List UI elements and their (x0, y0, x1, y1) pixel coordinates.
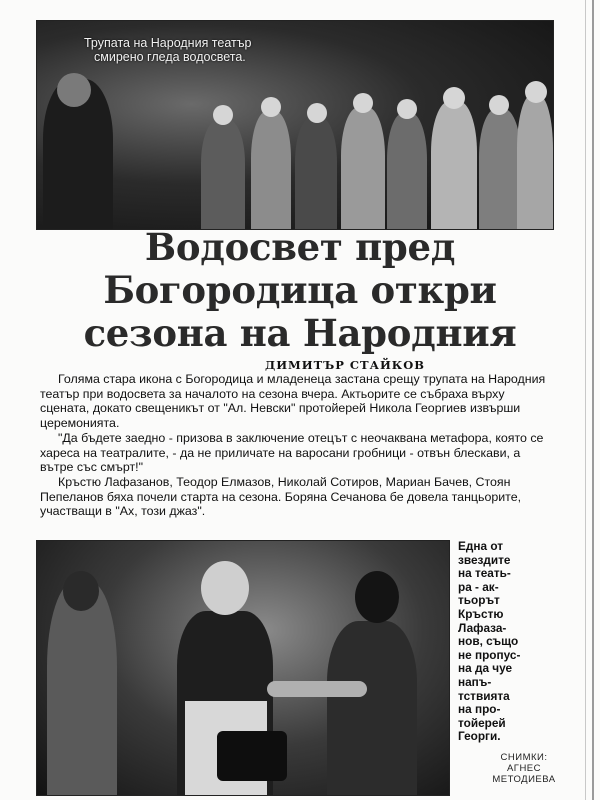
bag (217, 731, 287, 781)
actor-figure (387, 113, 427, 229)
actor-figure (479, 109, 521, 229)
actor-figure (431, 101, 477, 229)
headline-line: Водосвет пред (144, 225, 456, 269)
actor-head (307, 103, 327, 123)
body-paragraph: Кръстю Лафазанов, Теодор Елмазов, Николай Сотиров, Мариан Бачев, Стоян Пепеланов бяха почели старта на сезона. Боряна Сечанова бе довела танцьорите, участващи в "Ах, този джаз". (40, 474, 522, 519)
side-caption-line: Георги. (458, 729, 501, 744)
side-caption-line: на про- (458, 702, 501, 717)
side-caption-line: нов, също (458, 634, 519, 649)
actor-head (489, 95, 509, 115)
side-caption-line: напъ- (458, 674, 492, 689)
woman-left-head (63, 571, 99, 611)
priest-head (57, 73, 91, 107)
caption-line: Трупата на Народния театър (84, 36, 252, 50)
scan-edge-line-inner (585, 0, 586, 800)
actor-head (443, 87, 465, 109)
credit-line: СНИМКИ: (500, 752, 548, 763)
actor-head (353, 93, 373, 113)
scan-edge-line (592, 0, 594, 800)
side-caption-line: тьорът (458, 593, 500, 608)
man-head (201, 561, 249, 615)
side-caption-line: звездите (458, 552, 511, 567)
actor-head (397, 99, 417, 119)
side-caption-line: не пропус- (458, 647, 521, 662)
side-caption-line: Кръстю (458, 606, 504, 621)
article-headline (40, 226, 560, 355)
side-caption-line: Една от (458, 539, 504, 553)
actor-head (213, 105, 233, 125)
bottom-photo-lafazanov (36, 540, 450, 796)
credit-line: МЕТОДИЕВА (492, 774, 556, 785)
actor-figure (295, 117, 337, 229)
woman-left-figure (47, 581, 117, 795)
woman-right-head (355, 571, 399, 623)
actor-figure (517, 95, 553, 229)
actor-figure (341, 107, 385, 229)
photo-credit (474, 752, 574, 785)
headline-line: Богородица откри (103, 268, 497, 312)
article-body (40, 372, 556, 519)
actor-head (525, 81, 547, 103)
side-caption-line: на теать- (458, 566, 511, 581)
side-caption-line: на да чуе (458, 661, 513, 676)
side-caption-line: тойерей (458, 715, 506, 730)
body-paragraph: Голяма стара икона с Богородица и младенеца застана срещу трупата на Народния театър при водосвета за началото на сезона вчера. Актьорите се събраха върху сцената, докато свещеникът от "Ал. Невски" протойерей Никола Георгиев извърши церемонията. (40, 372, 546, 431)
side-caption-line: ра - ак- (458, 579, 499, 594)
credit-line: АГНЕС (506, 763, 542, 774)
actor-head (261, 97, 281, 117)
body-paragraph: "Да бъдете заедно - призова в заключение отецът с неочаквана метафора, която се хареса на театралите, - да не приличате на варосани гробници - отвън блескави, а вътре със смърт!" (40, 430, 544, 475)
top-photo-caption (84, 36, 364, 64)
side-caption-line: тствията (458, 688, 510, 703)
headline-line: сезона на Народния (83, 311, 517, 355)
actor-figure (251, 111, 291, 229)
woman-right-arm (267, 681, 367, 697)
woman-right-figure (327, 621, 417, 795)
article-byline: ДИМИТЪР СТАЙКОВ (264, 358, 426, 372)
caption-line: смирено гледа водосвета. (94, 50, 246, 64)
side-caption (458, 540, 558, 744)
side-caption-line: Лафаза- (458, 620, 507, 635)
actor-figure (201, 119, 245, 229)
